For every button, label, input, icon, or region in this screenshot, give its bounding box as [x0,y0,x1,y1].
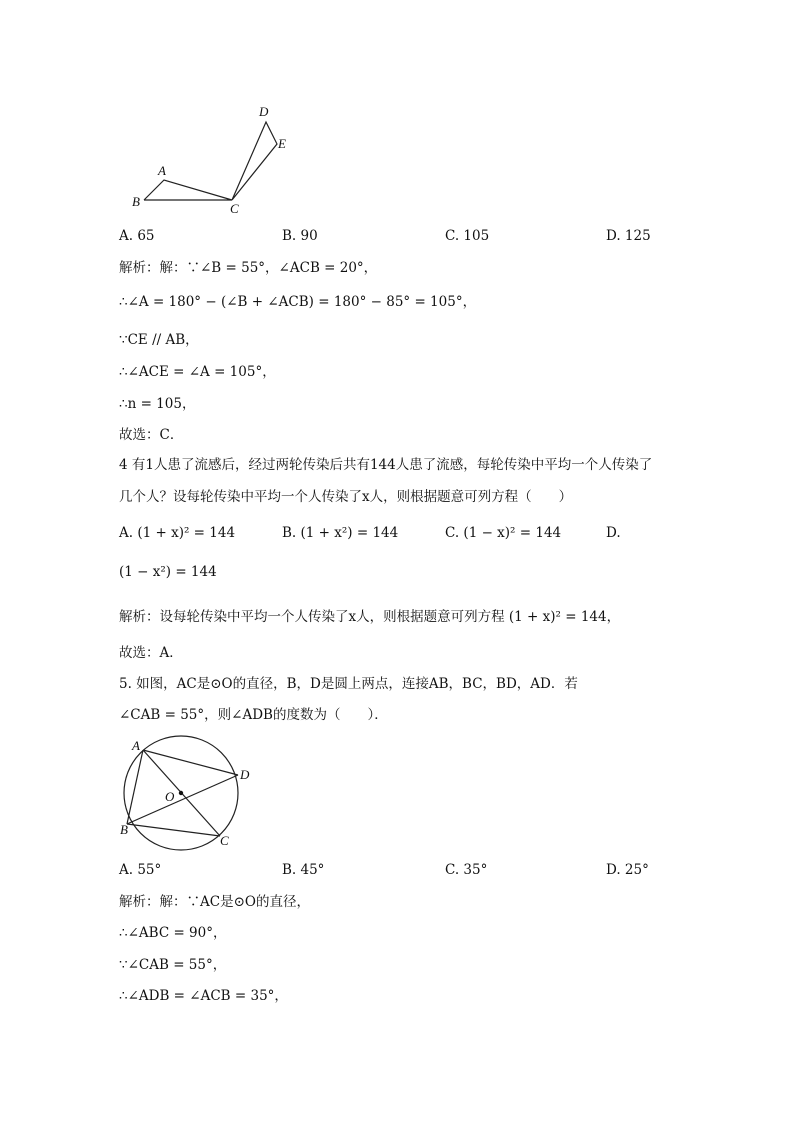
q4-option-b[interactable]: B. (1 + x²) = 144 [282,525,399,541]
label-D: D [240,767,250,782]
q4-option-d-expr: (1 − x²) = 144 [119,564,217,580]
q4-stem-line-1: 4 有1人患了流感后，经过两轮传染后共有144人患了流感，每轮传染中平均一个人传染了 [119,457,653,473]
label-E: E [278,136,286,151]
q5-stem-line-2: ∠CAB = 55°，则∠ADB的度数为（ ）． [119,707,388,723]
q4-answer: 故选：A． [119,645,183,661]
center-point [179,791,183,795]
q3-solution-line-4: ∴∠ACE = ∠A = 105°， [119,364,276,380]
q5-solution-line-2: ∴∠ABC = 90°， [119,925,227,941]
q5-option-b[interactable]: B. 45° [282,862,325,878]
q4-option-c[interactable]: C. (1 − x)² = 144 [445,525,562,541]
q3-solution-line-3: ∵CE // AB， [119,332,199,348]
q3-option-b[interactable]: B. 90 [282,228,318,244]
q3-solution-line-2: ∴∠A = 180° − (∠B + ∠ACB) = 180° − 85° = 105°， [119,294,477,310]
q4-solution: 解析：设每轮传染中平均一个人传染了x人，则根据题意可列方程 (1 + x)² = 144， [119,609,621,625]
q3-answer: 故选：C． [119,427,184,443]
q5-solution-line-3: ∵∠CAB = 55°， [119,957,227,973]
label-O: O [165,789,175,804]
q4-stem-line-2: 几个人？设每轮传染中平均一个人传染了x人，则根据题意可列方程（ ） [119,489,573,505]
label-C: C [230,201,239,216]
figure-triangles [120,95,300,220]
label-A: A [158,163,166,178]
q4-option-d[interactable]: D. [606,525,621,541]
q3-option-d[interactable]: D. 125 [606,228,651,244]
label-D: D [259,104,269,119]
figure-circle [112,735,262,855]
q3-option-a[interactable]: A. 65 [119,228,155,244]
q5-solution-line-1: 解析：解：∵AC是⊙O的直径， [119,894,310,910]
label-C: C [220,833,229,848]
label-B: B [132,194,140,209]
q5-solution-line-4: ∴∠ADB = ∠ACB = 35°， [119,988,288,1004]
q5-option-c[interactable]: C. 35° [445,862,488,878]
q3-solution-line-5: ∴n = 105， [119,396,196,412]
q4-option-a[interactable]: A. (1 + x)² = 144 [119,525,236,541]
q5-option-d[interactable]: D. 25° [606,862,649,878]
q5-stem-line-1: 5. 如图，AC是⊙O的直径，B，D是圆上两点，连接AB，BC，BD，AD．若 [119,676,578,692]
label-B: B [120,822,128,837]
triangle-abc [144,180,232,200]
q3-option-c[interactable]: C. 105 [445,228,490,244]
triangle-cde [232,122,277,200]
q3-solution-line-1: 解析：解：∵∠B = 55°，∠ACB = 20°， [119,260,378,276]
label-A: A [132,738,140,753]
q5-option-a[interactable]: A. 55° [119,862,162,878]
